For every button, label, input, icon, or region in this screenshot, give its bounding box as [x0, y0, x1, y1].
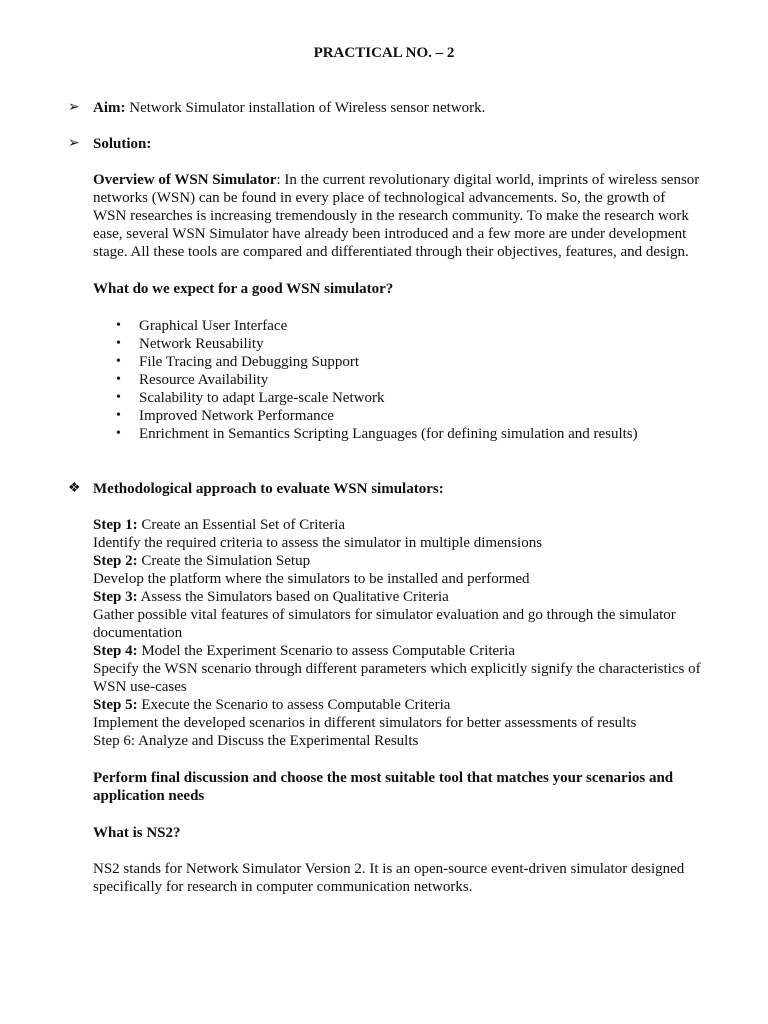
list-item: [93, 335, 733, 353]
list-item: [93, 371, 733, 389]
step-description: WSN use-cases: [93, 679, 187, 695]
steps-section: [93, 516, 733, 750]
final-discussion-line: Perform final discussion and choose the most suitable tool that matches your scenarios and: [93, 770, 674, 786]
ns2-heading: What is NS2?: [93, 825, 181, 841]
step-title-text: Execute the Scenario to assess Computable Criteria: [137, 697, 451, 713]
step-description: Identify the required criteria to assess the simulator in multiple dimensions: [93, 535, 543, 551]
step-label: Step 1:: [93, 517, 138, 533]
step-title-text: Model the Experiment Scenario to assess Computable Criteria: [137, 643, 516, 659]
final-discussion-line: application needs: [93, 788, 205, 804]
feature-text: Scalability to adapt Large-scale Network: [139, 390, 385, 406]
step-title: [93, 696, 733, 714]
aim-line: [93, 99, 733, 117]
feature-text: Improved Network Performance: [139, 408, 334, 424]
step-title: [93, 642, 733, 660]
aim-text: Network Simulator installation of Wireless sensor network.: [125, 100, 486, 116]
features-list: [93, 317, 733, 443]
bullet-icon: •: [116, 354, 121, 369]
step-title: [93, 552, 733, 570]
overview-line: : In the current revolutionary digital world, imprints of wireless sensor: [276, 172, 700, 188]
list-item: [93, 389, 733, 407]
step-description: Implement the developed scenarios in different simulators for better assessments of results: [93, 715, 637, 731]
step-title-text: Create the Simulation Setup: [137, 553, 311, 569]
overview-label: Overview of WSN Simulator: [93, 172, 277, 188]
ns2-line: specifically for research in computer communication networks.: [93, 879, 473, 895]
solution-label: Solution:: [93, 136, 152, 152]
feature-text: Graphical User Interface: [139, 318, 288, 334]
bullet-icon: •: [116, 408, 121, 423]
step-description: Gather possible vital features of simulators for simulator evaluation and go through the simulator: [93, 607, 676, 623]
overview-line: networks (WSN) can be found in every place of technological advancements. So, the growth of: [93, 190, 666, 206]
feature-text: File Tracing and Debugging Support: [139, 354, 359, 370]
overview-line: stage. All these tools are compared and differentiated through their objectives, features, and design.: [93, 244, 689, 260]
step-description: documentation: [93, 625, 183, 641]
expect-heading: What do we expect for a good WSN simulator?: [93, 281, 394, 297]
bullet-icon: •: [116, 336, 121, 351]
step-title-text: Assess the Simulators based on Qualitative Criteria: [137, 589, 449, 605]
arrow-bullet-icon: ➢: [68, 136, 80, 151]
step-label: Step 3:: [93, 589, 138, 605]
feature-text: Resource Availability: [139, 372, 269, 388]
feature-text: Network Reusability: [139, 336, 264, 352]
list-item: [93, 353, 733, 371]
aim-label: Aim:: [93, 100, 126, 116]
bullet-icon: •: [116, 426, 121, 441]
overview-paragraph: [93, 171, 733, 261]
overview-line: WSN researches is increasing tremendously in the research community. To make the research work: [93, 208, 689, 224]
step-label: Step 4:: [93, 643, 138, 659]
diamond-bullet-icon: ❖: [68, 481, 81, 496]
step-description: Specify the WSN scenario through different parameters which explicitly signify the characteristics of: [93, 661, 701, 677]
step-title: [93, 588, 733, 606]
solution-heading: [93, 135, 733, 153]
bullet-icon: •: [116, 318, 121, 333]
ns2-line: NS2 stands for Network Simulator Version 2. It is an open-source event-driven simulator designed: [93, 861, 685, 877]
step-6-line: Step 6: Analyze and Discuss the Experimental Results: [93, 733, 419, 749]
methodology-heading: Methodological approach to evaluate WSN simulators:: [93, 481, 444, 497]
list-item: [93, 425, 733, 443]
step-label: Step 2:: [93, 553, 138, 569]
feature-text: Enrichment in Semantics Scripting Languages (for defining simulation and results): [139, 426, 638, 442]
page-title: PRACTICAL NO. – 2: [313, 45, 455, 61]
list-item: [93, 407, 733, 425]
step-description: Develop the platform where the simulators to be installed and performed: [93, 571, 530, 587]
bullet-icon: •: [116, 372, 121, 387]
step-label: Step 5:: [93, 697, 138, 713]
step-title-text: Create an Essential Set of Criteria: [137, 517, 346, 533]
final-discussion: [93, 769, 733, 805]
list-item: [93, 317, 733, 335]
arrow-bullet-icon: ➢: [68, 100, 80, 115]
ns2-paragraph: [93, 860, 733, 896]
bullet-icon: •: [116, 390, 121, 405]
overview-line: ease, several WSN Simulator have already been introduced and a few more are under development: [93, 226, 687, 242]
step-title: [93, 516, 733, 534]
